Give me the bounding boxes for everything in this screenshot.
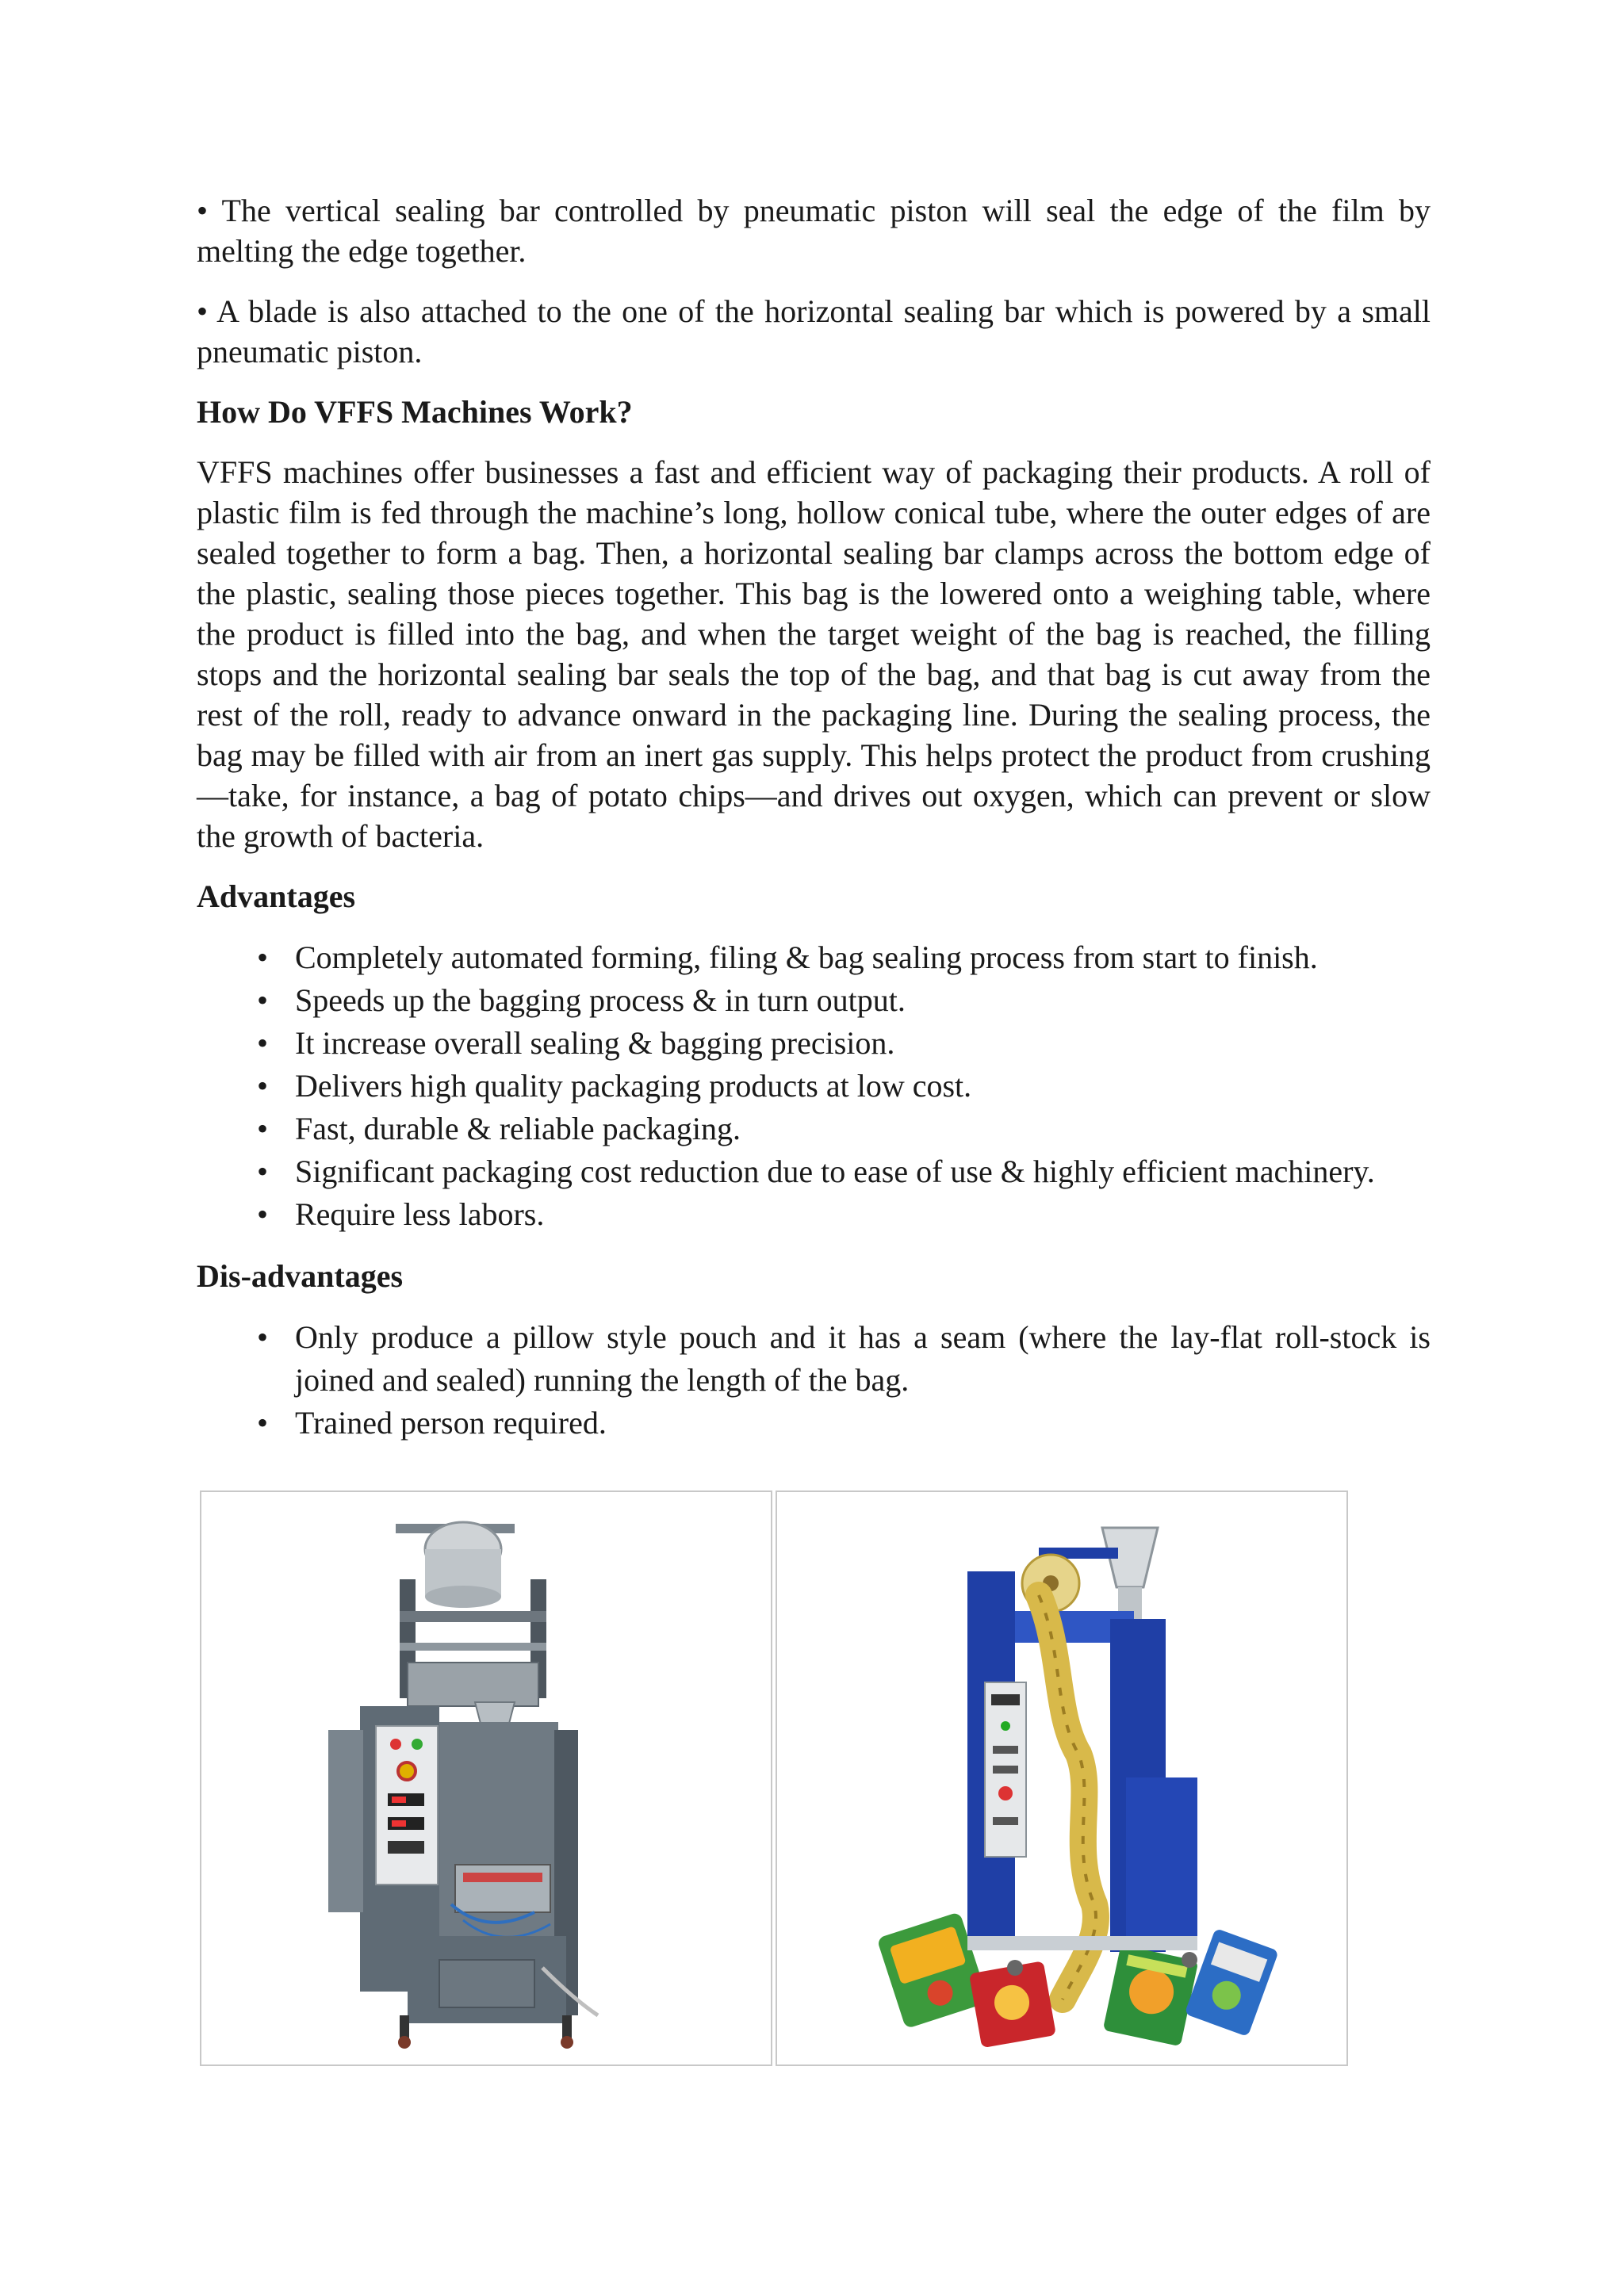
paragraph-how-vffs-works: VFFS machines offer businesses a fast and efficient way of packaging their products. A roll of plastic film is fed through the machine’s long, hollow conical tube, where the outer edges of are sealed together to form a bag. Then, a horizontal sealing bar clamps across the bottom edge of the plastic, sealing those pieces together. This bag is the lowered onto a weighing table, where the product is filled into the bag, and when the target weight of the bag is reached, the filling stops and the horizontal sealing bar seals the top of the bag, and that bag is cut away from the rest of the roll, ready to advance onward in the packaging line. During the sealing process, the bag may be filled with air from an inert gas supply. This helps protect the product from crushing—take, for instance, a bag of potato chips—and drives out oxygen, which can prevent or slow the growth of bacteria. — [197, 454, 1431, 854]
grey-machine-illustration — [201, 1492, 772, 2064]
advantages-list — [197, 936, 1431, 1236]
list-item: • Speeds up the bagging process & in turn output. — [197, 979, 1431, 1022]
bullet-icon: • — [256, 1196, 268, 1232]
bullet-icon: • — [256, 982, 268, 1018]
bullet-icon: • — [256, 1068, 268, 1104]
list-item: • Delivers high quality packaging products at low cost. — [197, 1065, 1431, 1108]
bullet-icon: • — [256, 1319, 268, 1355]
list-item: • Completely automated forming, filing & bag sealing process from start to finish. — [197, 936, 1431, 979]
document-page — [197, 190, 1431, 1464]
figure-grey-vffs-machine — [200, 1490, 772, 2066]
heading-how-vffs-works: How Do VFFS Machines Work? — [197, 394, 633, 430]
bullet-icon: • — [256, 939, 268, 975]
disadvantages-list — [197, 1316, 1431, 1445]
heading-advantages: Advantages — [197, 878, 356, 914]
bullet-icon: • — [256, 1154, 268, 1189]
list-item: • Significant packaging cost reduction due to ease of use & highly efficient machinery. — [197, 1150, 1431, 1193]
blue-machine-illustration — [777, 1492, 1348, 2064]
intro-bullet-vertical-sealing: • The vertical sealing bar controlled by pneumatic piston will seal the edge of the film by melting the edge together. — [197, 193, 1431, 269]
bullet-icon: • — [256, 1025, 268, 1061]
figure-blue-vffs-machine — [776, 1490, 1348, 2066]
intro-bullet-blade: • A blade is also attached to the one of the horizontal sealing bar which is powered by a small pneumatic piston. — [197, 293, 1431, 369]
heading-disadvantages: Dis-advantages — [197, 1258, 404, 1294]
list-item: • Only produce a pillow style pouch and it has a seam (where the lay-flat roll-stock is joined and sealed) running the length of the bag. — [197, 1316, 1431, 1402]
list-item: • It increase overall sealing & bagging precision. — [197, 1022, 1431, 1065]
list-item: • Trained person required. — [197, 1402, 1431, 1445]
figure-row — [200, 1490, 1348, 2066]
bullet-icon: • — [256, 1405, 268, 1441]
list-item: • Require less labors. — [197, 1193, 1431, 1236]
bullet-icon: • — [256, 1111, 268, 1146]
list-item: • Fast, durable & reliable packaging. — [197, 1108, 1431, 1150]
